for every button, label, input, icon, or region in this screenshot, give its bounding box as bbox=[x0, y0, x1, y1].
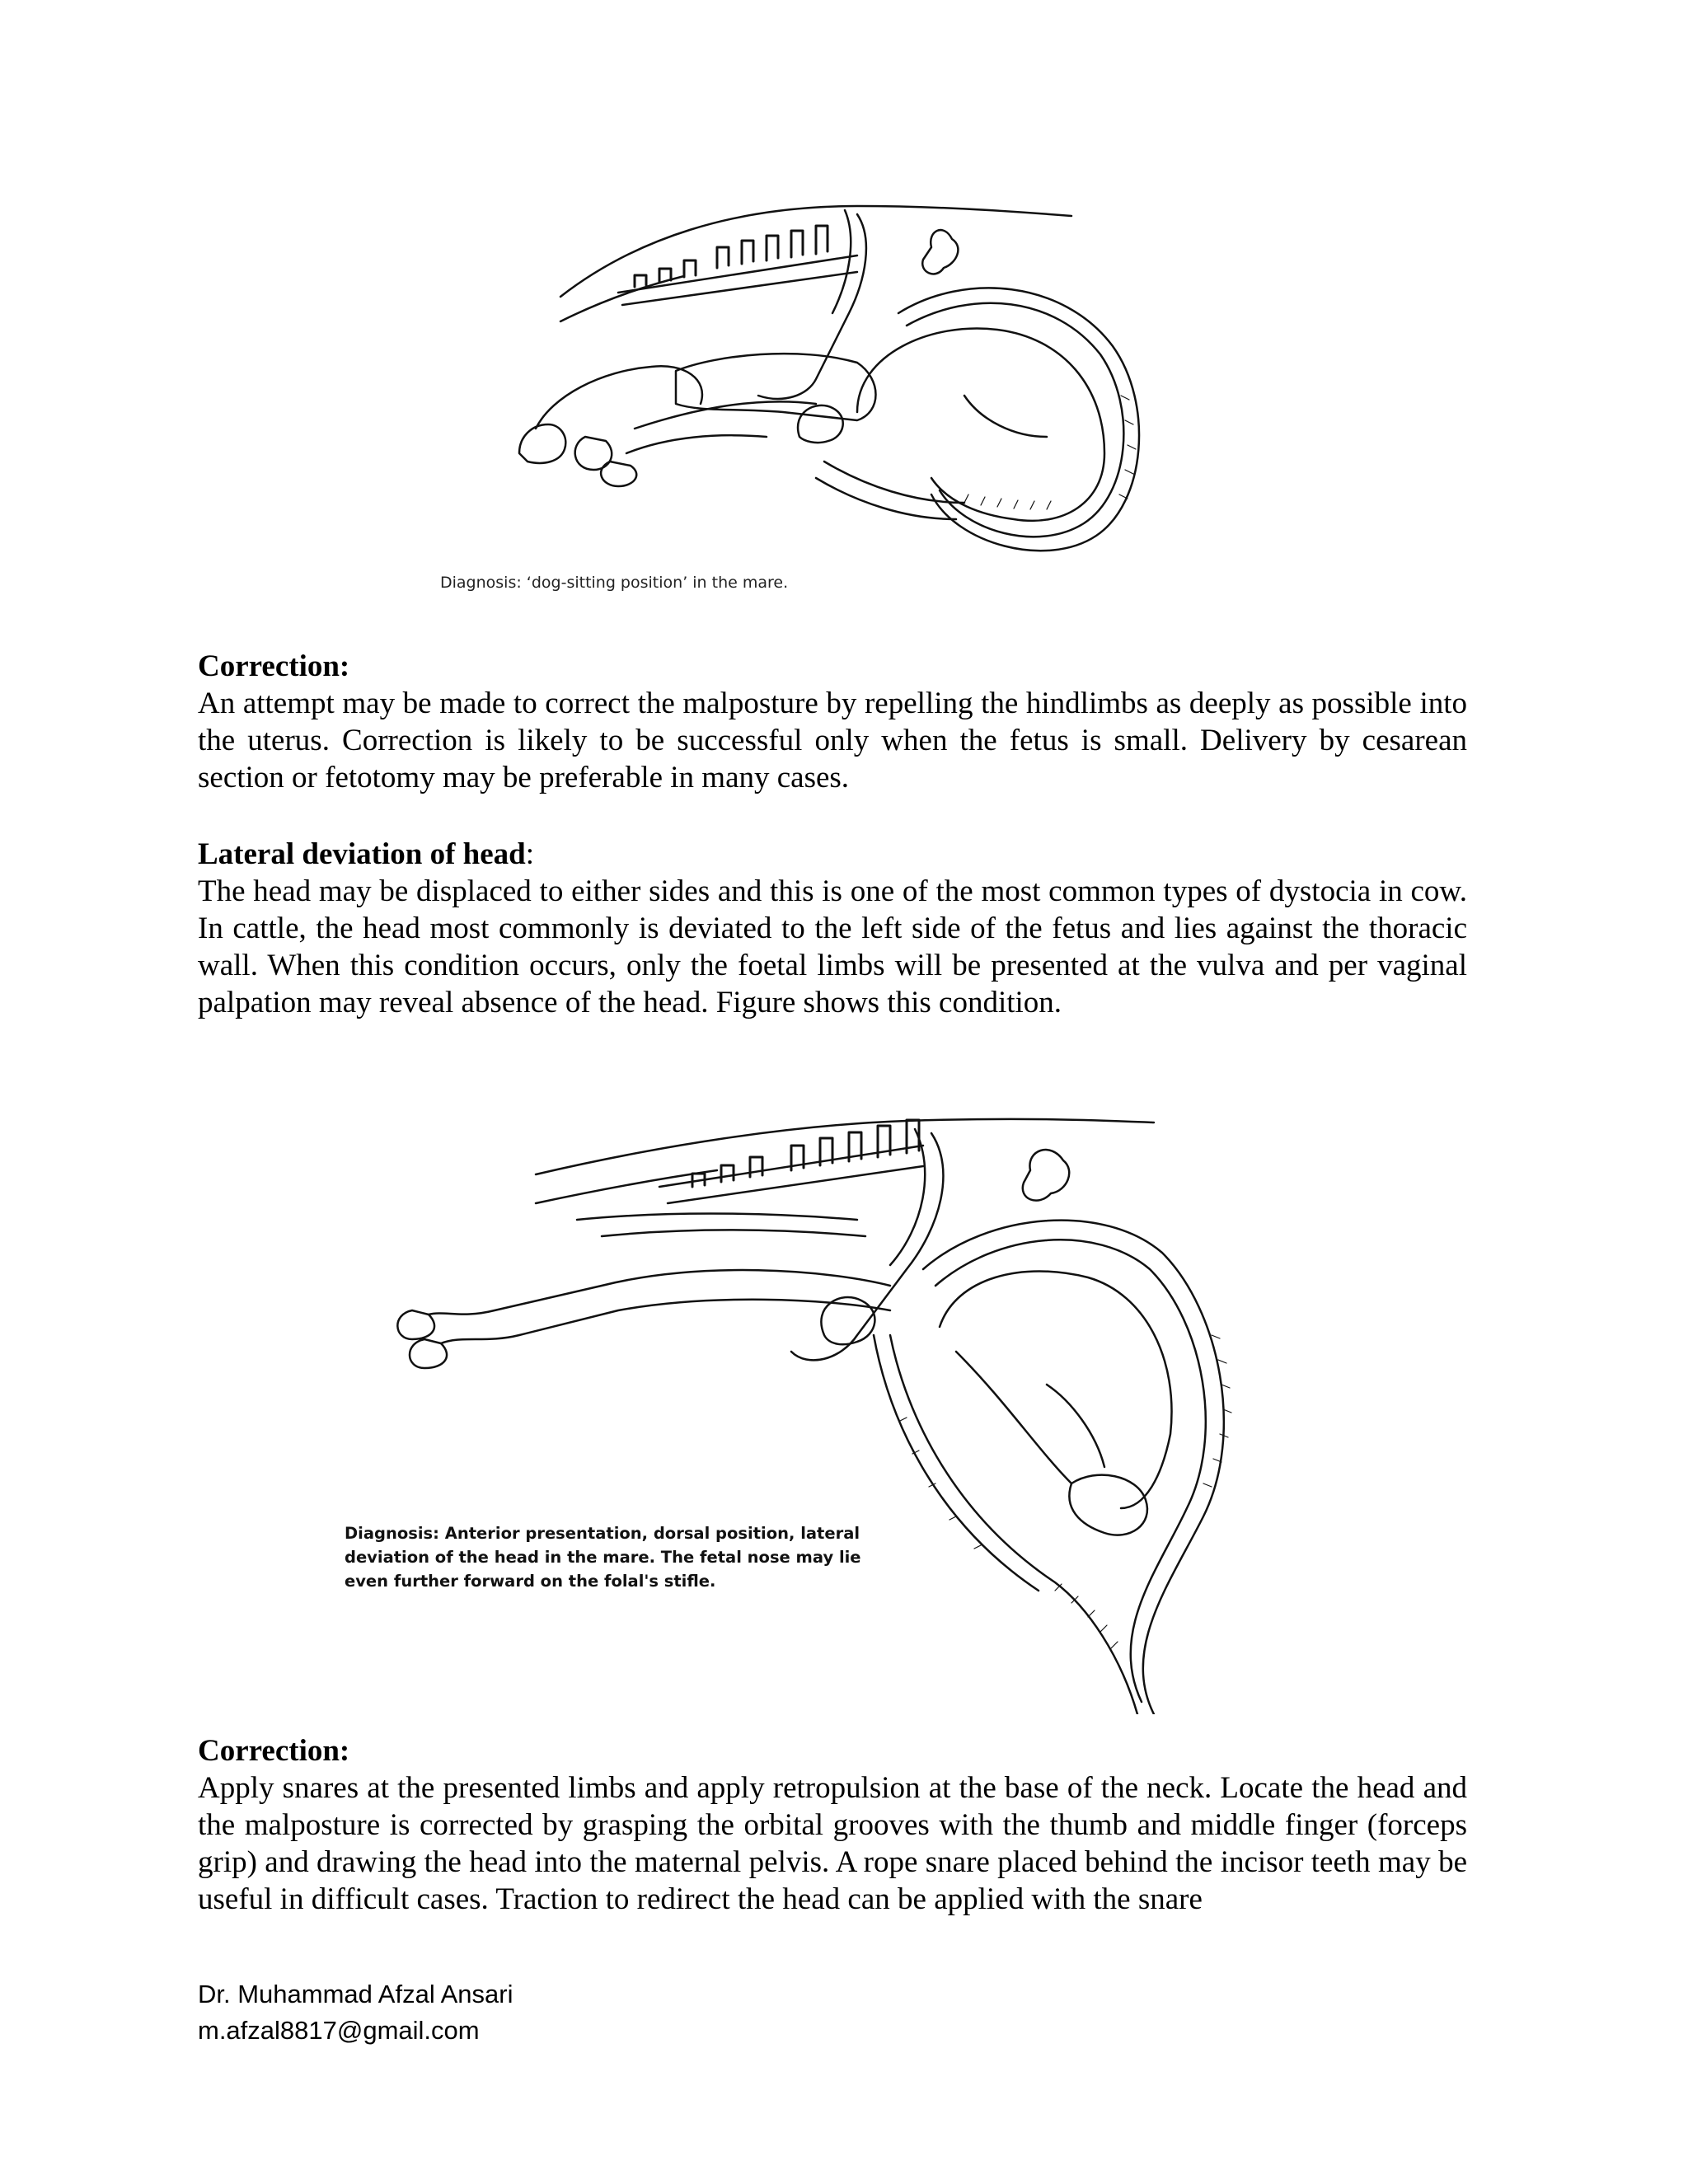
section-correction-1 bbox=[198, 648, 1467, 796]
figure2-caption-line: even further forward on the folal's stifle. bbox=[345, 1572, 716, 1591]
section-correction-2 bbox=[198, 1732, 1467, 1918]
section-body: An attempt may be made to correct the malposture by repelling the hindlimbs as deeply as possible into the uterus. Correction is likely to be successful only when the fetus is small. Delivery by cesarean section or fetotomy may be preferable in many cases. bbox=[198, 687, 1467, 794]
page-footer bbox=[198, 1976, 513, 2049]
footer-author: Dr. Muhammad Afzal Ansari bbox=[198, 1980, 513, 2008]
section-body: Apply snares at the presented limbs and apply retropulsion at the base of the neck. Locate the head and the malposture is corrected by grasping the orbital grooves with the thumb and middle finger (forceps grip) and drawing the head into the maternal pelvis. A rope snare placed behind the incisor teeth may be useful in difficult cases. Traction to redirect the head can be applied with the snare bbox=[198, 1771, 1467, 1916]
section-heading: Lateral deviation of head bbox=[198, 837, 526, 871]
section-heading: Correction: bbox=[198, 649, 350, 683]
section-body: The head may be displaced to either sides and this is one of the most common types of dystocia in cow. In cattle, the head most commonly is deviated to the left side of the fetus and lies against the thoracic wall. When this condition occurs, only the foetal limbs will be presented at the vulva and per vaginal palpation may reveal absence of the head. Figure shows this condition. bbox=[198, 874, 1467, 1019]
figure2-caption-line: Diagnosis: Anterior presentation, dorsal position, lateral bbox=[345, 1524, 860, 1543]
footer-email: m.afzal8817@gmail.com bbox=[198, 2016, 480, 2045]
figure-dog-sitting-illustration bbox=[470, 190, 1146, 602]
figure2-caption bbox=[345, 1521, 905, 1593]
section-heading: Correction: bbox=[198, 1734, 350, 1768]
figure-lateral-deviation-illustration bbox=[330, 1088, 1352, 1714]
section-heading-row bbox=[198, 836, 1467, 873]
figure2-caption-line: deviation of the head in the mare. The fetal nose may lie bbox=[345, 1548, 861, 1567]
figure1-caption: Diagnosis: ‘dog-sitting position’ in the mare. bbox=[440, 574, 789, 592]
section-lateral-deviation bbox=[198, 836, 1467, 1021]
heading-colon: : bbox=[525, 837, 535, 871]
